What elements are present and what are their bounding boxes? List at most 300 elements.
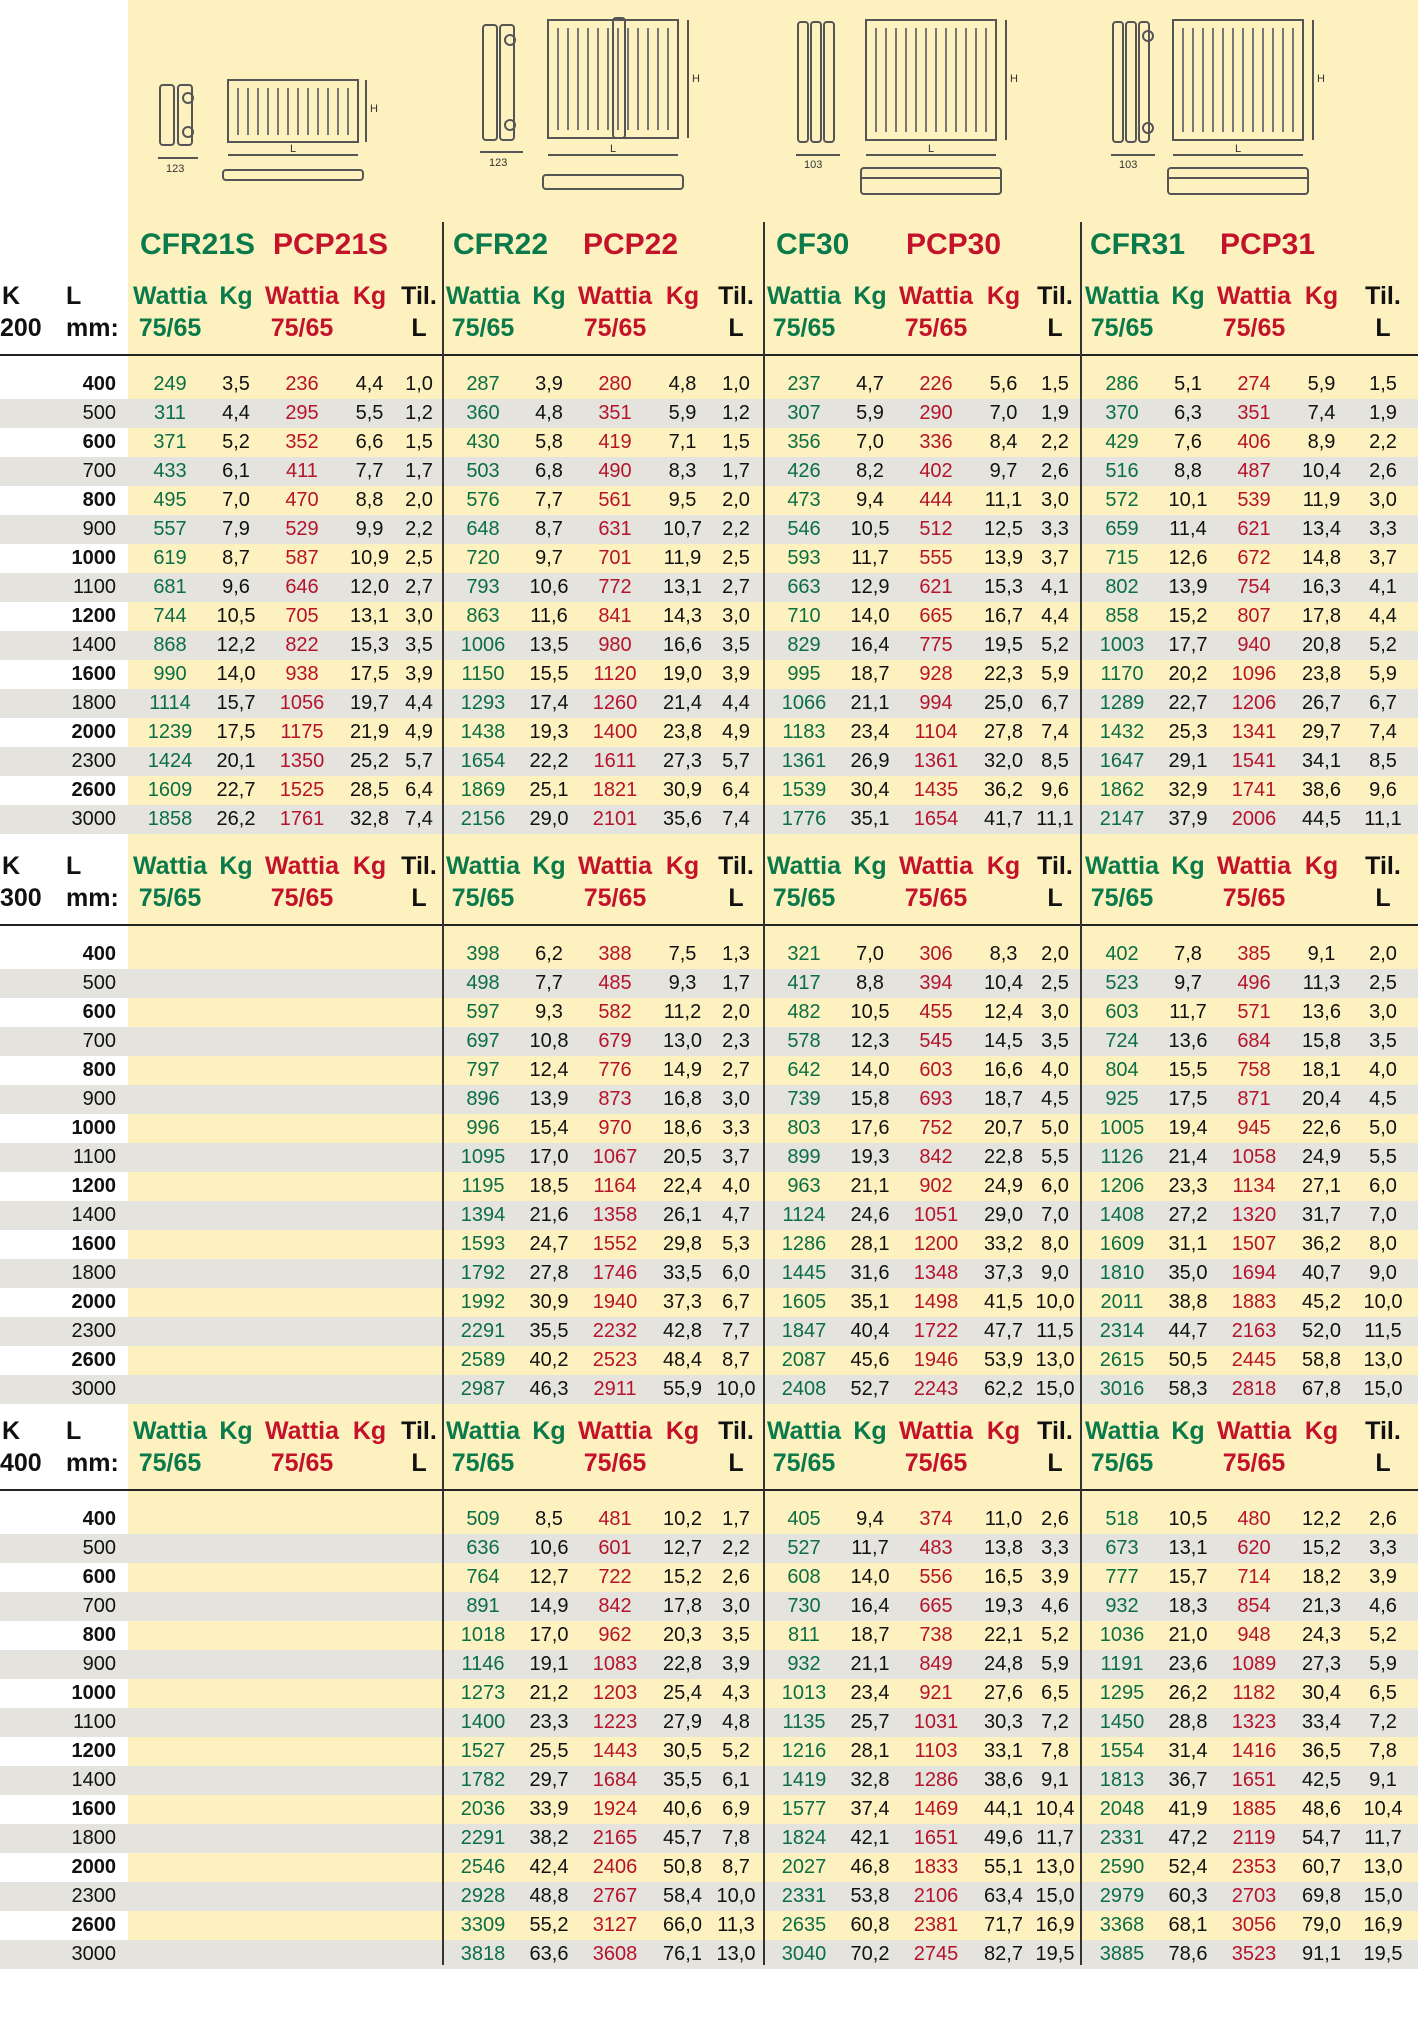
value-cell: 21,9 — [350, 721, 389, 743]
table-row — [0, 1737, 1418, 1766]
value-cell: 597 — [466, 1001, 500, 1023]
value-cell: 352 — [285, 431, 319, 453]
value-cell: 25,4 — [663, 1682, 702, 1704]
product-header-3 — [1090, 222, 1390, 270]
value-cell: 1541 — [1231, 750, 1277, 772]
value-cell: 48,6 — [1302, 1798, 1341, 1820]
value-cell: 236 — [285, 373, 319, 395]
wattia-header-cfr: Wattia — [445, 852, 521, 880]
value-cell: 5,0 — [1369, 1117, 1397, 1139]
group-separator — [763, 222, 765, 1965]
value-cell: 26,2 — [1168, 1682, 1208, 1704]
value-cell: 5,2 — [1041, 634, 1069, 656]
kg-header-cfr: Kg — [219, 1417, 253, 1445]
value-cell: 4,0 — [1041, 1059, 1069, 1081]
value-cell: 19,5 — [1363, 1943, 1403, 1965]
value-cell: 11,3 — [1302, 972, 1341, 994]
kg-header-pcp: Kg — [352, 1417, 387, 1445]
value-cell: 430 — [466, 431, 500, 453]
value-cell: 1443 — [592, 1740, 638, 1762]
temp-header-cfr: 75/65 — [1090, 884, 1154, 912]
value-cell: 17,0 — [529, 1624, 569, 1646]
value-cell: 13,9 — [984, 547, 1023, 569]
value-cell: 10,6 — [529, 576, 569, 598]
temp-header-pcp: 75/65 — [583, 1449, 647, 1477]
table-row — [0, 1766, 1418, 1795]
value-cell: 516 — [1105, 460, 1139, 482]
til-unit-header: L — [1375, 884, 1391, 912]
value-cell: 15,3 — [984, 576, 1023, 598]
value-cell: 40,7 — [1302, 1262, 1341, 1284]
value-cell: 23,4 — [850, 721, 890, 743]
value-cell: 24,9 — [1302, 1146, 1341, 1168]
value-cell: 1260 — [592, 692, 638, 714]
value-cell: 20,2 — [1168, 663, 1208, 685]
value-cell: 24,6 — [850, 1204, 890, 1226]
value-cell: 1684 — [592, 1769, 638, 1791]
value-cell: 561 — [598, 489, 632, 511]
value-cell: 18,3 — [1168, 1595, 1208, 1617]
value-cell: 10,9 — [350, 547, 389, 569]
value-cell: 28,5 — [350, 779, 389, 801]
value-cell: 19,5 — [1035, 1943, 1075, 1965]
value-cell: 1609 — [1099, 1233, 1145, 1255]
value-cell: 482 — [787, 1001, 821, 1023]
value-cell: 2589 — [460, 1349, 506, 1371]
value-cell: 710 — [787, 605, 821, 627]
value-cell: 4,4 — [1041, 605, 1069, 627]
value-cell: 9,3 — [668, 972, 697, 994]
value-cell: 1,7 — [722, 972, 750, 994]
value-cell: 9,1 — [1041, 1769, 1069, 1791]
value-cell: 44,7 — [1168, 1320, 1208, 1342]
value-cell: 3,7 — [1041, 547, 1069, 569]
value-cell: 1507 — [1231, 1233, 1277, 1255]
value-cell: 50,5 — [1168, 1349, 1208, 1371]
value-cell: 2635 — [781, 1914, 827, 1936]
value-cell: 6,5 — [1041, 1682, 1069, 1704]
length-cell: 400 — [82, 943, 116, 965]
value-cell: 1005 — [1099, 1117, 1145, 1139]
value-cell: 10,0 — [1035, 1291, 1075, 1313]
temp-header-pcp: 75/65 — [1222, 314, 1286, 342]
value-cell: 41,5 — [984, 1291, 1023, 1313]
value-cell: 571 — [1237, 1001, 1271, 1023]
value-cell: 5,1 — [1174, 373, 1202, 395]
table-row — [0, 1911, 1418, 1940]
value-cell: 33,4 — [1302, 1711, 1341, 1733]
temp-header-pcp: 75/65 — [270, 1449, 334, 1477]
value-cell: 15,2 — [663, 1566, 702, 1588]
value-cell: 8,7 — [222, 547, 250, 569]
temp-header-pcp: 75/65 — [270, 314, 334, 342]
header-rule — [0, 1489, 1418, 1491]
value-cell: 27,8 — [529, 1262, 569, 1284]
value-cell: 13,1 — [663, 576, 702, 598]
temp-header-cfr: 75/65 — [451, 314, 515, 342]
product-cfr-1: CFR22 — [453, 228, 549, 261]
value-cell: 351 — [598, 402, 632, 424]
value-cell: 648 — [466, 518, 500, 540]
value-cell: 22,1 — [984, 1624, 1023, 1646]
value-cell: 1438 — [460, 721, 506, 743]
kg-header-pcp: Kg — [986, 852, 1021, 880]
value-cell: 672 — [1237, 547, 1271, 569]
table-row — [0, 1708, 1418, 1737]
length-cell: 1200 — [71, 605, 116, 627]
value-cell: 35,0 — [1168, 1262, 1208, 1284]
value-cell: 19,3 — [529, 721, 569, 743]
length-cell: 800 — [82, 1624, 116, 1646]
value-cell: 1289 — [1099, 692, 1145, 714]
diagram-l-label-3: L — [1235, 143, 1242, 155]
table-row — [0, 1114, 1418, 1143]
radiator-diagram-cfr21s — [158, 80, 366, 180]
value-cell: 9,6 — [222, 576, 250, 598]
value-cell: 2,0 — [405, 489, 433, 511]
value-cell: 2101 — [592, 808, 638, 830]
value-cell: 14,0 — [216, 663, 256, 685]
value-cell: 15,0 — [1363, 1885, 1403, 1907]
value-cell: 1216 — [781, 1740, 827, 1762]
table-row — [0, 1679, 1418, 1708]
value-cell: 3,0 — [1041, 489, 1069, 511]
temp-header-pcp: 75/65 — [904, 884, 968, 912]
value-cell: 793 — [466, 576, 500, 598]
product-pcp-3: PCP31 — [1220, 228, 1316, 261]
value-cell: 485 — [598, 972, 632, 994]
value-cell: 495 — [153, 489, 187, 511]
kg-header-pcp: Kg — [1304, 1417, 1339, 1445]
value-cell: 1527 — [460, 1740, 506, 1762]
value-cell: 7,5 — [668, 943, 697, 965]
value-cell: 13,9 — [1168, 576, 1208, 598]
value-cell: 1651 — [1231, 1769, 1277, 1791]
value-cell: 6,9 — [722, 1798, 750, 1820]
value-cell: 38,6 — [1302, 779, 1341, 801]
value-cell: 13,1 — [350, 605, 389, 627]
value-cell: 49,6 — [984, 1827, 1023, 1849]
value-cell: 9,3 — [535, 1001, 563, 1023]
diagram-h-label-0: H — [370, 103, 378, 115]
value-cell: 4,4 — [222, 402, 250, 424]
value-cell: 1195 — [461, 1175, 505, 1197]
til-unit-header: L — [1047, 1449, 1063, 1477]
value-cell: 36,7 — [1168, 1769, 1208, 1791]
value-cell: 2156 — [460, 808, 506, 830]
length-cell: 700 — [82, 1595, 116, 1617]
value-cell: 2027 — [781, 1856, 827, 1878]
value-cell: 5,9 — [1041, 1653, 1069, 1675]
table-row — [0, 718, 1418, 747]
value-cell: 63,6 — [529, 1943, 569, 1965]
value-cell: 26,9 — [850, 750, 890, 772]
value-cell: 2,2 — [1041, 431, 1069, 453]
value-cell: 1031 — [913, 1711, 959, 1733]
value-cell: 1134 — [1232, 1175, 1276, 1197]
value-cell: 925 — [1105, 1088, 1139, 1110]
value-cell: 1885 — [1231, 1798, 1277, 1820]
value-cell: 30,4 — [1302, 1682, 1341, 1704]
length-cell: 2300 — [71, 1885, 116, 1907]
length-cell: 600 — [82, 1566, 116, 1588]
value-cell: 1200 — [913, 1233, 959, 1255]
value-cell: 6,6 — [355, 431, 384, 453]
value-cell: 1191 — [1100, 1653, 1144, 1675]
length-cell: 500 — [82, 402, 116, 424]
value-cell: 1525 — [279, 779, 325, 801]
value-cell: 3,9 — [722, 663, 750, 685]
value-cell: 1323 — [1231, 1711, 1277, 1733]
value-cell: 10,5 — [850, 518, 890, 540]
value-cell: 2291 — [460, 1827, 506, 1849]
length-cell: 1000 — [71, 547, 116, 569]
value-cell: 8,8 — [1174, 460, 1202, 482]
value-cell: 7,0 — [1041, 1204, 1069, 1226]
value-cell: 3,0 — [722, 605, 750, 627]
value-cell: 2,0 — [722, 489, 750, 511]
value-cell: 45,6 — [850, 1349, 890, 1371]
value-cell: 730 — [787, 1595, 821, 1617]
l-label: L — [66, 852, 82, 880]
til-unit-header: L — [411, 314, 427, 342]
value-cell: 2,3 — [722, 1030, 750, 1052]
value-cell: 25,0 — [984, 692, 1023, 714]
value-cell: 7,4 — [722, 808, 750, 830]
value-cell: 13,4 — [1302, 518, 1341, 540]
value-cell: 8,5 — [535, 1508, 563, 1530]
wattia-header-cfr: Wattia — [132, 282, 208, 310]
til-unit-header: L — [411, 884, 427, 912]
value-cell: 22,3 — [984, 663, 1023, 685]
value-cell: 14,9 — [663, 1059, 702, 1081]
value-cell: 2087 — [781, 1349, 827, 1371]
value-cell: 58,4 — [663, 1885, 702, 1907]
wattia-header-pcp: Wattia — [898, 1417, 974, 1445]
length-cell: 3000 — [71, 1378, 116, 1400]
value-cell: 1847 — [781, 1320, 827, 1342]
temp-header-cfr: 75/65 — [451, 884, 515, 912]
value-cell: 6,0 — [722, 1262, 750, 1284]
table-row — [0, 399, 1418, 428]
value-cell: 50,8 — [663, 1856, 702, 1878]
value-cell: 1782 — [460, 1769, 506, 1791]
value-cell: 10,4 — [1302, 460, 1341, 482]
value-cell: 1239 — [147, 721, 193, 743]
value-cell: 2590 — [1099, 1856, 1145, 1878]
value-cell: 970 — [598, 1117, 632, 1139]
value-cell: 6,8 — [535, 460, 563, 482]
length-cell: 1100 — [72, 576, 116, 598]
kg-header-cfr: Kg — [853, 852, 887, 880]
value-cell: 8,4 — [989, 431, 1018, 453]
til-header: Til. — [401, 282, 437, 310]
value-cell: 582 — [598, 1001, 632, 1023]
value-cell: 9,7 — [535, 547, 563, 569]
value-cell: 35,1 — [850, 1291, 890, 1313]
value-cell: 1164 — [593, 1175, 637, 1197]
length-cell: 700 — [82, 1030, 116, 1052]
til-unit-header: L — [1375, 314, 1391, 342]
value-cell: 4,4 — [405, 692, 433, 714]
value-cell: 2,2 — [722, 1537, 750, 1559]
value-cell: 27,2 — [1168, 1204, 1208, 1226]
value-cell: 896 — [466, 1088, 500, 1110]
value-cell: 1694 — [1231, 1262, 1277, 1284]
value-cell: 2106 — [913, 1885, 959, 1907]
length-cell: 1100 — [72, 1711, 116, 1733]
value-cell: 5,9 — [1307, 373, 1336, 395]
value-cell: 23,4 — [850, 1682, 890, 1704]
value-cell: 31,7 — [1302, 1204, 1341, 1226]
value-cell: 1320 — [1231, 1204, 1277, 1226]
length-cell: 2300 — [71, 750, 116, 772]
value-cell: 2,6 — [1369, 1508, 1397, 1530]
value-cell: 30,5 — [663, 1740, 702, 1762]
value-cell: 3608 — [592, 1943, 638, 1965]
value-cell: 18,1 — [1302, 1059, 1341, 1081]
value-cell: 16,5 — [984, 1566, 1023, 1588]
value-cell: 54,7 — [1302, 1827, 1341, 1849]
value-cell: 24,9 — [984, 1175, 1023, 1197]
length-cell: 1800 — [71, 692, 116, 714]
value-cell: 1135 — [782, 1711, 826, 1733]
value-cell: 802 — [1105, 576, 1139, 598]
value-cell: 33,1 — [984, 1740, 1023, 1762]
value-cell: 2036 — [460, 1798, 506, 1820]
product-pcp-2: PCP30 — [906, 228, 1002, 261]
value-cell: 3,3 — [1369, 1537, 1397, 1559]
value-cell: 13,9 — [529, 1088, 569, 1110]
length-cell: 1600 — [71, 1798, 116, 1820]
til-header: Til. — [718, 282, 754, 310]
value-cell: 21,1 — [850, 1175, 890, 1197]
value-cell: 9,7 — [1174, 972, 1202, 994]
value-cell: 16,8 — [663, 1088, 702, 1110]
value-cell: 636 — [466, 1537, 500, 1559]
value-cell: 287 — [466, 373, 500, 395]
value-cell: 17,6 — [850, 1117, 890, 1139]
value-cell: 3,5 — [222, 373, 250, 395]
length-cell: 2300 — [71, 1320, 116, 1342]
table-row — [0, 1056, 1418, 1085]
value-cell: 487 — [1237, 460, 1271, 482]
value-cell: 52,4 — [1168, 1856, 1208, 1878]
table-row — [0, 1534, 1418, 1563]
value-cell: 1992 — [460, 1291, 506, 1313]
value-cell: 45,7 — [663, 1827, 702, 1849]
length-cell: 1200 — [71, 1740, 116, 1762]
length-cell: 1800 — [71, 1827, 116, 1849]
k-value: 300 — [0, 884, 42, 912]
length-cell: 1600 — [71, 663, 116, 685]
value-cell: 1554 — [1099, 1740, 1145, 1762]
temp-header-pcp: 75/65 — [583, 884, 647, 912]
value-cell: 360 — [466, 402, 500, 424]
value-cell: 512 — [919, 518, 953, 540]
value-cell: 23,6 — [1168, 1653, 1208, 1675]
value-cell: 1,7 — [405, 460, 433, 482]
table-row — [0, 689, 1418, 718]
value-cell: 1,5 — [1369, 373, 1397, 395]
value-cell: 34,1 — [1302, 750, 1341, 772]
table-row — [0, 1143, 1418, 1172]
value-cell: 3,9 — [535, 373, 563, 395]
value-cell: 4,8 — [668, 373, 697, 395]
value-cell: 822 — [285, 634, 319, 656]
value-cell: 30,9 — [663, 779, 702, 801]
value-cell: 1056 — [279, 692, 325, 714]
value-cell: 3523 — [1231, 1943, 1277, 1965]
value-cell: 286 — [1105, 373, 1139, 395]
value-cell: 60,8 — [850, 1914, 890, 1936]
length-cell: 400 — [82, 373, 116, 395]
value-cell: 8,5 — [1041, 750, 1069, 772]
value-cell: 1883 — [1231, 1291, 1277, 1313]
value-cell: 28,8 — [1168, 1711, 1208, 1733]
value-cell: 24,8 — [984, 1653, 1023, 1675]
table-row — [0, 1621, 1418, 1650]
value-cell: 3,0 — [722, 1088, 750, 1110]
value-cell: 21,0 — [1168, 1624, 1208, 1646]
value-cell: 36,2 — [1302, 1233, 1341, 1255]
value-cell: 620 — [1237, 1537, 1271, 1559]
value-cell: 19,0 — [663, 663, 702, 685]
value-cell: 603 — [1105, 1001, 1139, 1023]
value-cell: 29,0 — [529, 808, 569, 830]
value-cell: 9,7 — [989, 460, 1018, 482]
value-cell: 66,0 — [663, 1914, 702, 1936]
value-cell: 4,5 — [1041, 1088, 1069, 1110]
value-cell: 2,2 — [1369, 431, 1397, 453]
value-cell: 646 — [285, 576, 319, 598]
value-cell: 481 — [598, 1508, 632, 1530]
table-row — [0, 1201, 1418, 1230]
til-unit-header: L — [1047, 314, 1063, 342]
value-cell: 6,4 — [722, 779, 750, 801]
value-cell: 754 — [1237, 576, 1271, 598]
value-cell: 55,9 — [663, 1378, 702, 1400]
value-cell: 1869 — [460, 779, 506, 801]
length-cell: 500 — [82, 1537, 116, 1559]
value-cell: 42,4 — [529, 1856, 569, 1878]
value-cell: 18,7 — [850, 1624, 890, 1646]
value-cell: 2165 — [592, 1827, 638, 1849]
value-cell: 374 — [919, 1508, 953, 1530]
value-cell: 9,1 — [1369, 1769, 1397, 1791]
wattia-header-pcp: Wattia — [1216, 282, 1292, 310]
length-cell: 1100 — [72, 1146, 116, 1168]
value-cell: 10,6 — [529, 1537, 569, 1559]
value-cell: 21,1 — [850, 1653, 890, 1675]
diagram-width-label-0: 123 — [166, 163, 185, 175]
value-cell: 619 — [153, 547, 187, 569]
table-row — [0, 457, 1418, 486]
table-row — [0, 1795, 1418, 1824]
value-cell: 21,1 — [850, 692, 890, 714]
value-cell: 1862 — [1099, 779, 1145, 801]
value-cell: 842 — [598, 1595, 632, 1617]
value-cell: 13,0 — [716, 1943, 756, 1965]
value-cell: 1350 — [279, 750, 325, 772]
value-cell: 9,4 — [856, 1508, 884, 1530]
value-cell: 22,8 — [663, 1653, 702, 1675]
value-cell: 1114 — [149, 692, 191, 714]
value-cell: 78,6 — [1168, 1943, 1208, 1965]
table-row — [0, 1505, 1418, 1534]
value-cell: 2,6 — [1369, 460, 1397, 482]
value-cell: 797 — [466, 1059, 500, 1081]
